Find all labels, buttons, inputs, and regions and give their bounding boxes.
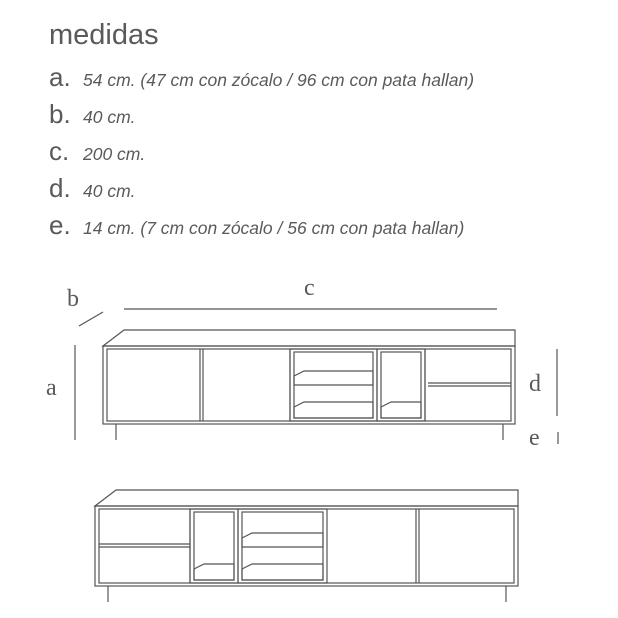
shelf-board: [294, 371, 373, 385]
dimension-label-b: b: [67, 286, 79, 312]
dimension-label-a: a: [46, 375, 57, 401]
cabinet-body: [95, 506, 518, 586]
measure-letter: d.: [49, 173, 71, 203]
open-shelf-inner: [242, 512, 323, 580]
measure-text: 200 cm.: [83, 144, 146, 164]
measure-text: 54 cm. (47 cm con zócalo / 96 cm con pata hallan): [83, 70, 475, 90]
dimension-line-b: [79, 312, 103, 326]
niche-bottom: [194, 564, 234, 580]
shelf-bottom: [294, 402, 373, 418]
measure-letter: b.: [49, 99, 71, 129]
measure-letter: e.: [49, 210, 71, 240]
open-shelf-outer: [238, 509, 327, 583]
shelf-board: [242, 533, 323, 547]
dimension-label-e: e: [529, 425, 540, 451]
niche-outer: [377, 349, 425, 421]
upper-sideboard: [75, 309, 558, 444]
measure-text: 14 cm. (7 cm con zócalo / 56 cm con pata hallan): [83, 218, 465, 238]
cabinet-inner-frame: [99, 509, 514, 583]
niche-bottom: [381, 402, 421, 418]
shelf-bottom: [242, 564, 323, 580]
dimension-label-d: d: [529, 371, 541, 397]
measure-letter: c.: [49, 136, 70, 166]
top-slab: [95, 490, 518, 506]
lower-sideboard: [95, 490, 518, 602]
measure-text: 40 cm.: [83, 107, 136, 127]
niche-outer: [190, 509, 238, 583]
dimension-label-c: c: [304, 275, 315, 301]
page-title: medidas: [49, 19, 159, 51]
niche-inner: [194, 512, 234, 580]
measure-text: 40 cm.: [83, 181, 136, 201]
measure-letter: a.: [49, 62, 71, 92]
top-slab: [103, 330, 515, 346]
niche-inner: [381, 352, 421, 418]
